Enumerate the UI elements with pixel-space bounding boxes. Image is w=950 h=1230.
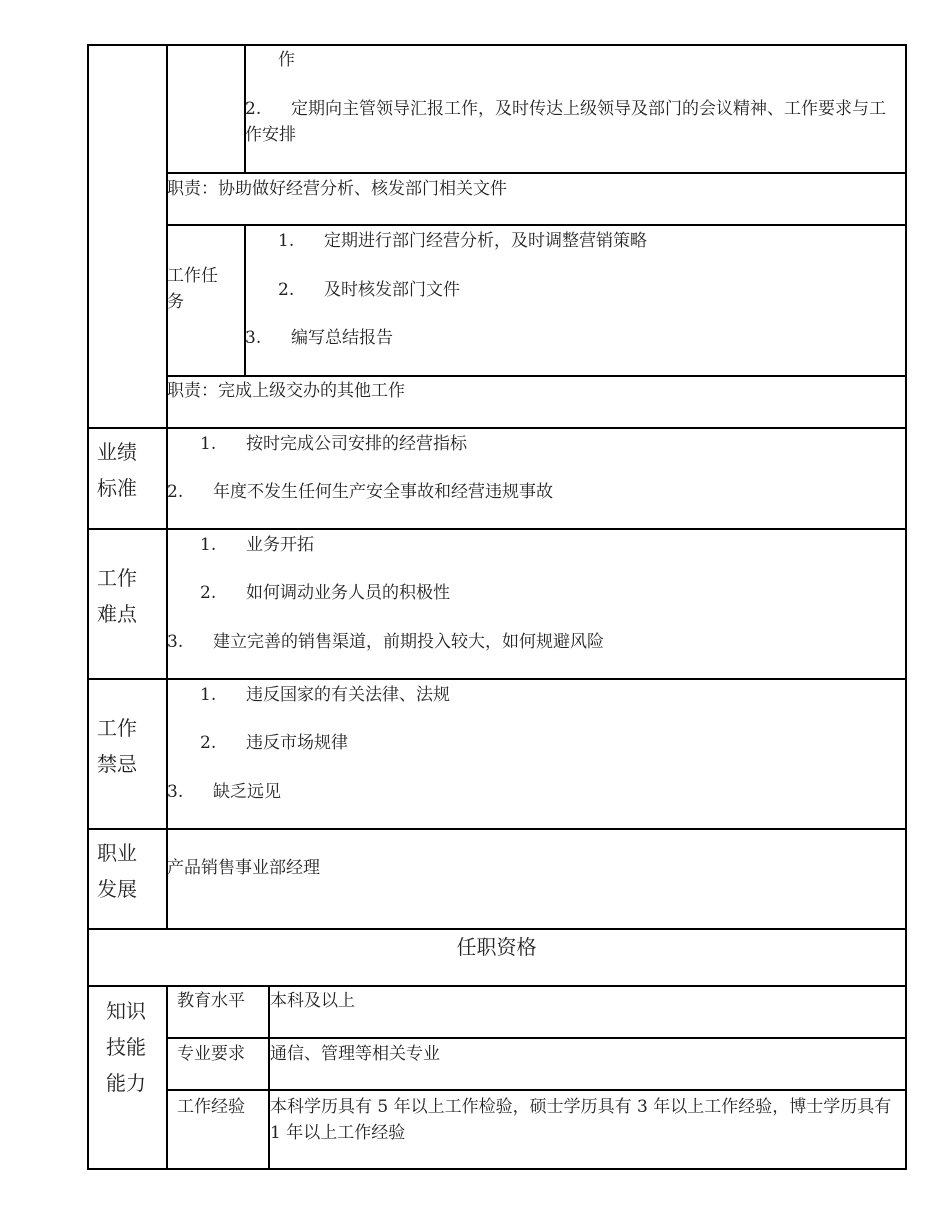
table-line <box>905 44 907 1170</box>
task-item-text: 编写总结报告 <box>291 328 393 348</box>
qualification-value: 本科学历具有 5 年以上工作检验，硕士学历具有 3 年以上工作经验，博士学历具有 1 年以上工作经验 <box>270 1097 892 1143</box>
qualification-value: 通信、管理等相关专业 <box>270 1044 440 1064</box>
qualification-label: 教育水平 <box>177 991 245 1011</box>
table-line <box>87 1168 906 1170</box>
table-line <box>166 985 168 1170</box>
table-line <box>166 1089 906 1091</box>
list-number: 2. <box>200 583 217 603</box>
table-line <box>87 678 906 680</box>
list-item-text: 建立完善的销售渠道，前期投入较大，如何规避风险 <box>213 632 604 652</box>
table-line <box>244 224 246 376</box>
section-label <box>97 560 137 632</box>
section-label <box>97 835 137 907</box>
label-line: 能力 <box>106 1071 146 1095</box>
list-number: 1. <box>278 231 295 251</box>
list-item-text: 违反市场规律 <box>246 733 348 753</box>
qualification-value: 本科及以上 <box>270 991 355 1011</box>
duty-title: 职责：完成上级交办的其他工作 <box>167 381 405 401</box>
table-line <box>87 985 906 987</box>
label-line: 业绩 <box>97 440 137 464</box>
section-header: 任职资格 <box>456 935 537 959</box>
task-item-text: 及时核发部门文件 <box>324 280 460 300</box>
label-line: 标准 <box>97 476 137 500</box>
table-line <box>166 172 906 174</box>
table-line <box>87 828 906 830</box>
task-item-text: 定期向主管领导汇报工作，及时传达上级领导及部门的会议精神、工作要求与工作安排 <box>245 99 886 145</box>
career-text: 产品销售事业部经理 <box>167 858 320 878</box>
list-item-text: 业务开拓 <box>246 535 314 555</box>
list-item-text: 缺乏远见 <box>213 782 281 802</box>
list-item-text: 如何调动业务人员的积极性 <box>246 583 450 603</box>
label-line: 职业 <box>97 841 137 865</box>
list-number: 3. <box>167 782 184 802</box>
label-line: 发展 <box>97 877 137 901</box>
list-number: 3. <box>167 632 184 652</box>
table-line <box>166 1037 906 1039</box>
list-number: 1. <box>200 685 217 705</box>
list-number: 1. <box>200 434 217 454</box>
list-number: 2. <box>167 482 184 502</box>
section-label <box>97 710 137 782</box>
section-label <box>106 993 146 1101</box>
task-item-text: 定期进行部门经营分析，及时调整营销策略 <box>324 231 647 251</box>
label-line: 技能 <box>106 1035 146 1059</box>
label-line: 工作 <box>97 566 137 590</box>
table-line <box>87 427 906 429</box>
table-line <box>166 224 906 226</box>
qualification-label: 专业要求 <box>177 1044 245 1064</box>
label-line: 知识 <box>106 999 146 1023</box>
task-label: 工作任务 <box>167 266 218 312</box>
list-number: 2. <box>278 280 295 300</box>
section-label <box>97 434 137 506</box>
list-item-text: 按时完成公司安排的经营指标 <box>246 434 467 454</box>
list-item-text: 年度不发生任何生产安全事故和经营违规事故 <box>213 482 553 502</box>
table-line <box>87 528 906 530</box>
duty-title: 职责：协助做好经营分析、核发部门相关文件 <box>167 179 507 199</box>
list-number: 3. <box>245 328 262 348</box>
label-line: 禁忌 <box>97 752 137 776</box>
qualification-label: 工作经验 <box>177 1097 245 1117</box>
list-item-text: 违反国家的有关法律、法规 <box>246 685 450 705</box>
task-line-fragment: 作 <box>278 50 295 70</box>
table-line <box>87 44 89 1170</box>
list-number: 2. <box>200 733 217 753</box>
list-number: 1. <box>200 535 217 555</box>
label-line: 难点 <box>97 602 137 626</box>
list-number: 2. <box>245 99 262 119</box>
table-line <box>166 375 906 377</box>
label-line: 工作 <box>97 716 137 740</box>
table-line <box>87 44 906 46</box>
